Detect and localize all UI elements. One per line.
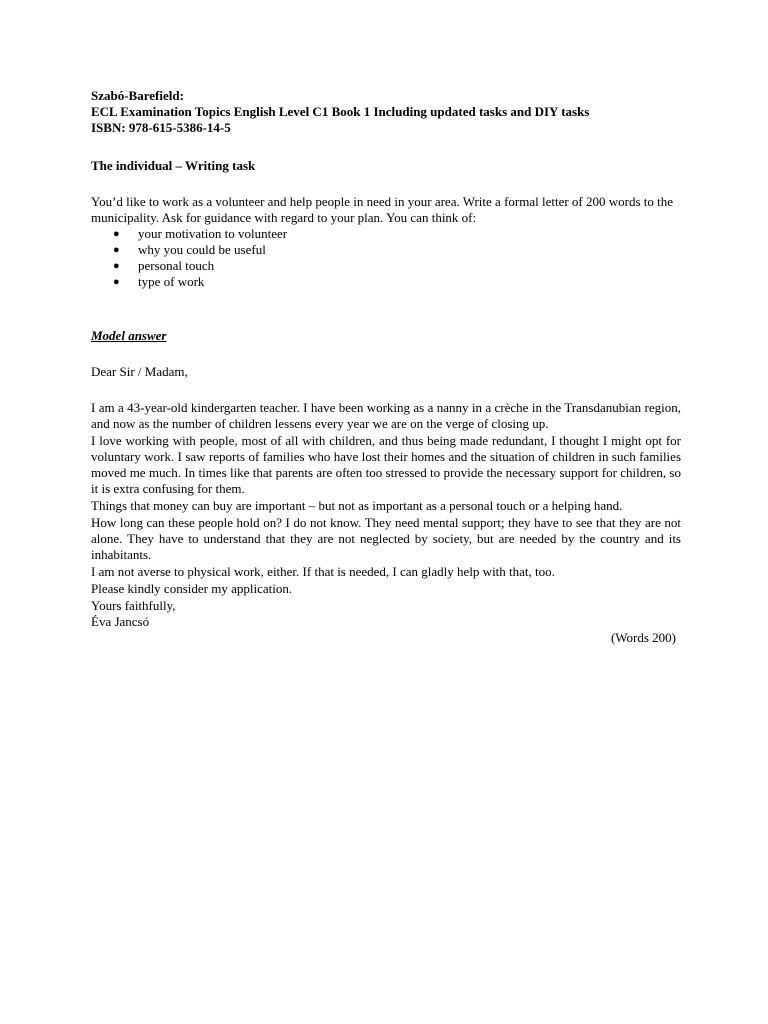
bullet-icon: ● <box>113 260 120 272</box>
bullet-icon: ● <box>113 244 120 256</box>
letter-paragraph: Please kindly consider my application. <box>91 581 293 596</box>
letter-salutation: Dear Sir / Madam, <box>91 364 188 379</box>
task-title: The individual – Writing task <box>91 158 256 173</box>
document-header <box>91 88 681 136</box>
list-item: ● personal touch <box>113 258 215 273</box>
document-page <box>91 88 681 646</box>
model-answer-heading: Model answer <box>91 328 167 343</box>
letter-paragraph: I am a 43-year-old kindergarten teacher. I have been working as a nanny in a crèche in the Transdanubian region, and now as the number of children lessens every year we are on the verge of closing up. <box>91 400 681 431</box>
isbn-line: ISBN: 978-615-5386-14-5 <box>91 120 231 135</box>
letter-paragraph: I am not averse to physical work, either. If that is needed, I can gladly help with that, too. <box>91 564 555 579</box>
letter-paragraph: I love working with people, most of all with children, and thus being made redundant, I thought I might opt for voluntary work. I saw reports of families who have lost their homes and the situation of children in such families moved me much. In times like that parents are often too stressed to provide the necessary support for children, so it is extra confusing for them. <box>91 433 681 496</box>
list-item: ● your motivation to volunteer <box>113 226 288 241</box>
letter-signature: Éva Jancsó <box>91 614 150 629</box>
word-count: (Words 200) <box>610 630 676 645</box>
letter-closing: Yours faithfully, <box>91 598 176 613</box>
list-item: ● type of work <box>113 274 205 289</box>
letter-paragraph: Things that money can buy are important – but not as important as a personal touch or a helping hand. <box>91 498 623 513</box>
book-title: ECL Examination Topics English Level C1 Book 1 Including updated tasks and DIY tasks <box>91 104 590 119</box>
letter-body <box>91 400 681 597</box>
author-line: Szabó-Barefield: <box>91 88 184 103</box>
task-points-list <box>91 226 681 290</box>
bullet-icon: ● <box>113 228 120 240</box>
list-item: ● why you could be useful <box>113 242 266 257</box>
task-prompt: You’d like to work as a volunteer and help people in need in your area. Write a formal letter of 200 words to the municipality. Ask for guidance with regard to your plan. You can think of: <box>91 194 674 225</box>
bullet-icon: ● <box>113 276 120 288</box>
letter-paragraph: How long can these people hold on? I do not know. They need mental support; they have to see that they are not alone. They have to understand that they are not neglected by society, but are needed by the country and its inhabitants. <box>91 515 681 562</box>
